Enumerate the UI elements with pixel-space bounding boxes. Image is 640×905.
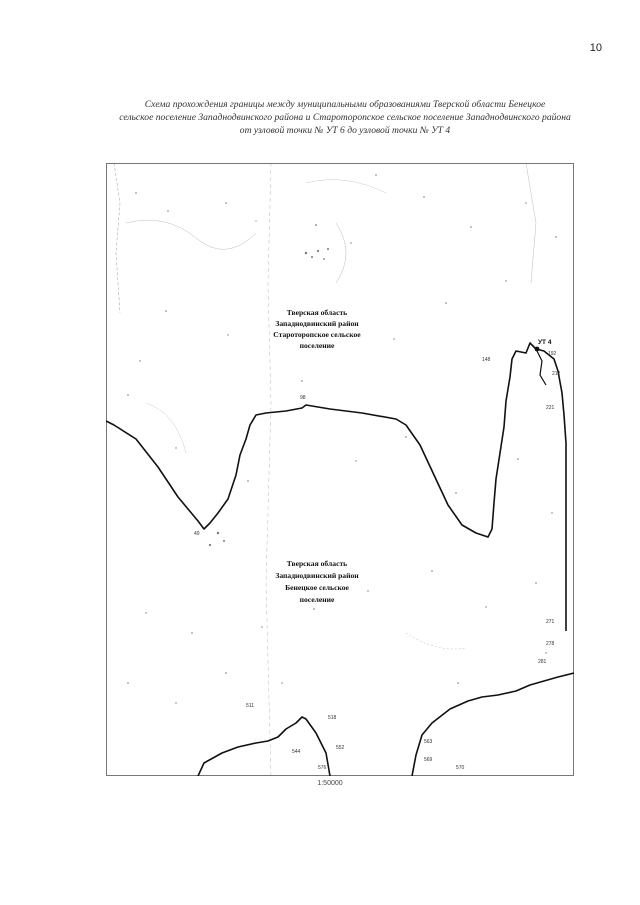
- boundary-line-south-right: [412, 673, 574, 776]
- point-label: 576: [318, 765, 327, 771]
- map-border: [107, 164, 574, 776]
- svg-text:Тверская область: Тверская область: [286, 308, 348, 317]
- point-label: 212: [552, 371, 561, 377]
- map-canvas: [106, 163, 574, 776]
- point-label: 563: [424, 739, 433, 745]
- point-label: 49: [194, 531, 200, 537]
- point-label: 570: [456, 765, 465, 771]
- map-scale: 1:50000: [317, 780, 343, 787]
- node-label-ut4: УТ 4: [538, 339, 552, 346]
- point-label: 271: [546, 619, 555, 625]
- node-marker: [535, 347, 540, 352]
- page-number: 10: [589, 42, 602, 54]
- svg-text:Бенецкое сельское: Бенецкое сельское: [285, 583, 349, 592]
- point-label: 544: [292, 749, 301, 755]
- map-speckles: [127, 174, 557, 704]
- svg-text:поселение: поселение: [299, 595, 335, 604]
- svg-text:Тверская область: Тверская область: [286, 559, 348, 568]
- point-label: 281: [538, 659, 547, 665]
- boundary-loop: [536, 349, 546, 385]
- boundary-line-south-left: [198, 717, 330, 776]
- point-label: 148: [482, 357, 491, 363]
- point-label: 278: [546, 641, 555, 647]
- caption-line: от узловой точки № УТ 6 до узловой точки № УТ 4: [239, 125, 451, 136]
- point-label: 98: [300, 395, 306, 401]
- topographic-background: [114, 163, 536, 776]
- point-label: 569: [424, 757, 433, 763]
- svg-text:Староторопское сельское: Староторопское сельское: [273, 330, 361, 339]
- point-label: 221: [546, 405, 555, 411]
- point-label: 518: [328, 715, 337, 721]
- caption-line: Схема прохождения границы между муниципальными образованиями Тверской области Бенецкое: [144, 99, 546, 110]
- caption-line: сельское поселение Западнодвинского района и Староторопское сельское поселение Западнодвинского района: [119, 112, 571, 123]
- point-label: 511: [246, 703, 254, 709]
- boundary-map: [106, 163, 574, 776]
- svg-text:Западнодвинский район: Западнодвинский район: [275, 319, 359, 328]
- svg-text:Западнодвинский район: Западнодвинский район: [275, 571, 359, 580]
- north-region-label: [273, 308, 361, 350]
- south-region-label: [275, 559, 359, 604]
- point-label: 552: [336, 745, 345, 751]
- svg-text:поселение: поселение: [299, 341, 335, 350]
- point-label: 192: [548, 351, 557, 357]
- map-caption: [95, 98, 595, 137]
